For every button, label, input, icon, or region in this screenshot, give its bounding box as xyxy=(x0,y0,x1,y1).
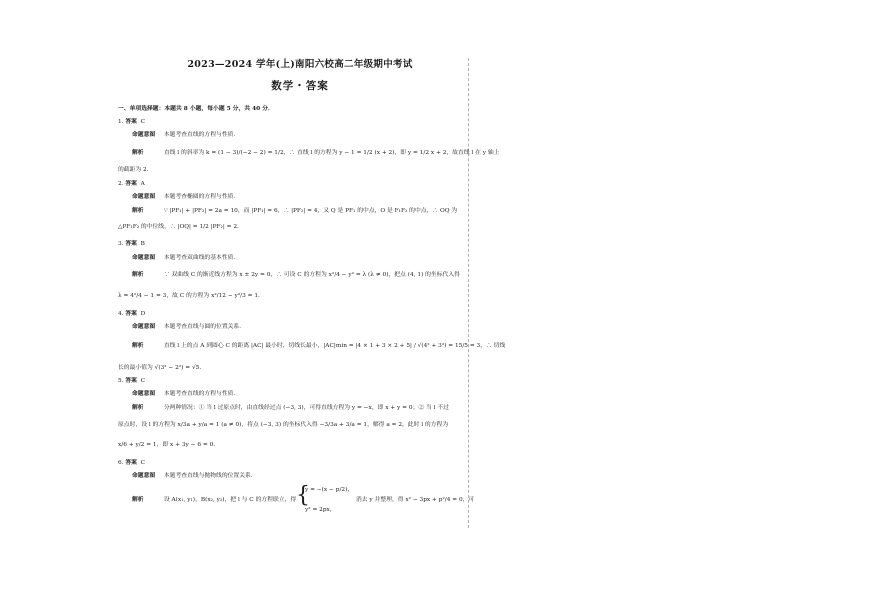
answer-label: 答案 xyxy=(125,181,137,187)
q6-system-eq1: y = −(x − p/2)， xyxy=(305,487,354,493)
q5-analysis-line1: 分两种情况：① 当 l 过原点时，由直线经过点 (−3, 3)，可得直线方程为 y = −x，即 x + y = 0；② 当 l 不过 xyxy=(163,405,449,411)
q6-answer: C xyxy=(140,460,146,466)
analysis-label: 解析 xyxy=(132,497,144,503)
q3-analysis-line2: λ = 4²/4 − 1 = 3，故 C 的方程为 x²/12 − y²/3 = 1. xyxy=(118,293,260,299)
q3-analysis-row xyxy=(132,272,460,279)
q4-number: 4. xyxy=(118,311,124,317)
q2-number: 2. xyxy=(118,181,124,187)
intent-label: 命题意图 xyxy=(132,324,156,330)
q5-number: 5. xyxy=(118,378,124,384)
q6-analysis-line1b: 消去 y 并整理，得 x² − 3px + p²/4 = 0，可 xyxy=(356,497,475,503)
q3-analysis-line1: ∵ 双曲线 C 的渐近线方程为 x ± 2y = 0，∴ 可设 C 的方程为 x²/4 − y² = λ (λ ≠ 0)，把点 (4, 1) 的坐标代入得 xyxy=(163,272,460,278)
q3-intent: 本题考查双曲线的基本性质． xyxy=(163,255,240,261)
q2-intent-row xyxy=(132,194,239,201)
q4-intent: 本题考查直线与圆的位置关系． xyxy=(163,324,246,330)
section-heading: 一、单项选择题：本题共 8 小题，每小题 5 分，共 40 分． xyxy=(118,106,274,112)
answer-label: 答案 xyxy=(125,460,137,466)
q6-answer-row xyxy=(118,460,145,467)
intent-label: 命题意图 xyxy=(132,132,156,138)
q6-intent: 本题考查直线与抛物线的位置关系． xyxy=(163,473,257,479)
intent-label: 命题意图 xyxy=(132,255,156,261)
q6-analysis-row xyxy=(132,497,296,504)
q4-answer: D xyxy=(140,311,146,317)
q2-analysis-line1: ∵ |PF₁| + |PF₂| = 2a = 10，而 |PF₁| = 6，∴ |PF₂| = 4，又 Q 是 PF₁ 的中点，O 是 F₁F₂ 的中点，∴ OQ 为 xyxy=(163,208,458,214)
q1-intent-row xyxy=(132,132,239,139)
q2-intent: 本题考查椭圆的方程与性质． xyxy=(163,194,240,200)
q5-answer: C xyxy=(140,378,146,384)
q1-answer: C xyxy=(140,119,146,125)
equation-system-brace: { xyxy=(296,483,310,508)
q2-analysis-row xyxy=(132,208,457,215)
q6-intent-row xyxy=(132,473,257,480)
q4-analysis-row xyxy=(132,343,505,350)
q2-answer-row xyxy=(118,181,145,188)
analysis-label: 解析 xyxy=(132,343,144,349)
intent-label: 命题意图 xyxy=(132,391,156,397)
page-divider xyxy=(468,58,469,528)
answer-label: 答案 xyxy=(125,241,137,247)
q5-answer-row xyxy=(118,378,145,385)
q3-answer: B xyxy=(140,241,145,247)
q5-intent-row xyxy=(132,391,239,398)
q3-number: 3. xyxy=(118,241,124,247)
q5-analysis-line2: 原点时，设 l 的方程为 x/3a + y/a = 1 (a ≠ 0)，将点 (−3, 3) 的坐标代入得 −3/3a + 3/a = 1，解得 a = 2，此时 l 的方程为 xyxy=(118,422,449,428)
q4-answer-row xyxy=(118,311,145,318)
q1-number: 1. xyxy=(118,119,124,125)
q6-system-eq2: y² = 2px， xyxy=(305,507,336,513)
q6-number: 6. xyxy=(118,460,124,466)
answer-label: 答案 xyxy=(125,311,137,317)
analysis-label: 解析 xyxy=(132,405,144,411)
q5-analysis-line3: x/6 + y/2 = 1，即 x + 3y − 6 = 0. xyxy=(118,442,216,448)
analysis-label: 解析 xyxy=(132,208,144,214)
q2-analysis-line2: △PF₁F₂ 的中位线，∴ |OQ| = 1/2 |PF₂| = 2. xyxy=(118,224,239,230)
q4-analysis-line2: 长的最小值为 √(3² − 2²) = √5. xyxy=(118,365,202,371)
q3-intent-row xyxy=(132,255,239,262)
q1-analysis-line1: 直线 l 的斜率为 k = (1 − 3)/(−2 − 2) = 1/2，∴ 直线 l 的方程为 y − 1 = 1/2 (x + 2)，即 y = 1/2 x + 2，故直线 l 在 y 轴上 xyxy=(163,150,500,156)
q4-analysis-line1: 直线 l 上的点 A 到圆心 C 的距离 |AC| 最小时，切线长最小，|AC|min = |4 × 1 + 3 × 2 + 5| / √(4² + 3²) = 15/5 = 3，∴ 切线 xyxy=(163,343,506,349)
analysis-label: 解析 xyxy=(132,272,144,278)
q5-analysis-row xyxy=(132,405,449,412)
document-title: 2023—2024 学年(上)南阳六校高二年级期中考试 xyxy=(187,59,413,70)
answer-label: 答案 xyxy=(125,119,137,125)
q5-intent: 本题考查直线的方程与性质． xyxy=(163,391,240,397)
q3-answer-row xyxy=(118,241,145,248)
q2-answer: A xyxy=(140,181,145,187)
q4-intent-row xyxy=(132,324,245,331)
q1-analysis-line2: 的截距为 2. xyxy=(118,167,149,173)
intent-label: 命题意图 xyxy=(132,473,156,479)
intent-label: 命题意图 xyxy=(132,194,156,200)
answer-label: 答案 xyxy=(125,378,137,384)
q6-analysis-line1a: 设 A(x₁, y₁)，B(x₂, y₂)，把 l 与 C 的方程联立，得 xyxy=(163,497,297,503)
q1-answer-row xyxy=(118,119,145,126)
q1-intent: 本题考查直线的方程与性质． xyxy=(163,132,240,138)
q1-analysis-row xyxy=(132,150,499,157)
document-subtitle: 数学・答案 xyxy=(271,80,329,92)
analysis-label: 解析 xyxy=(132,150,144,156)
